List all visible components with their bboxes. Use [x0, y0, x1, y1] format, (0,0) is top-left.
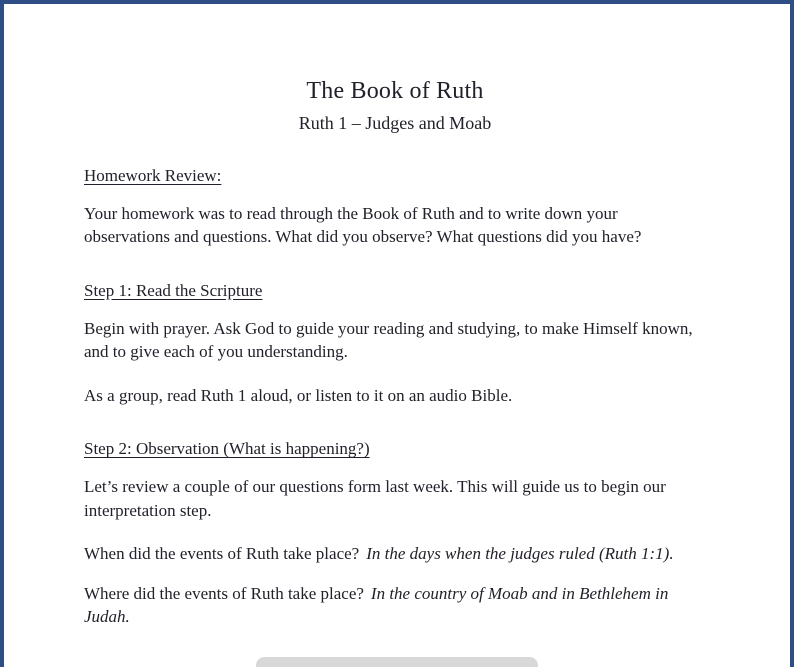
qa-when-answer: In the days when the judges ruled (Ruth 1:1). [366, 544, 674, 564]
qa-where-answer: In the country of Moab and in Bethlehem in Judah. [84, 583, 669, 627]
doc-title: The Book of Ruth [306, 78, 484, 104]
qa-when [84, 542, 706, 565]
qa-where [84, 582, 706, 629]
step-1-paragraph-read-aloud: As a group, read Ruth 1 aloud, or listen to it on an audio Bible. [84, 385, 513, 405]
section-step-1 [84, 281, 706, 407]
doc-subtitle: Ruth 1 – Judges and Moab [298, 113, 492, 133]
horizontal-scrollbar-thumb[interactable] [256, 657, 538, 667]
step-2-paragraph-review: Let’s review a couple of our questions form last week. This will guide us to begin our interpretation step. [84, 477, 666, 520]
qa-where-question: Where did the events of Ruth take place? [84, 583, 364, 603]
section-step-2 [84, 439, 706, 628]
section-homework-review [84, 166, 706, 249]
homework-review-paragraph: Your homework was to read through the Book of Ruth and to write down your observations and questions. What did you observe? What questions did you have? [84, 204, 642, 247]
homework-review-heading: Homework Review: [84, 166, 222, 185]
document-page [4, 4, 790, 629]
question-answer-list [84, 542, 706, 628]
step-1-heading: Step 1: Read the Scripture [84, 280, 263, 300]
qa-when-question: When did the events of Ruth take place? [84, 544, 360, 564]
step-1-paragraph-prayer: Begin with prayer. Ask God to guide your reading and studying, to make Himself known, and to give each of you understanding. [84, 318, 693, 362]
step-2-heading: Step 2: Observation (What is happening?) [84, 439, 370, 459]
